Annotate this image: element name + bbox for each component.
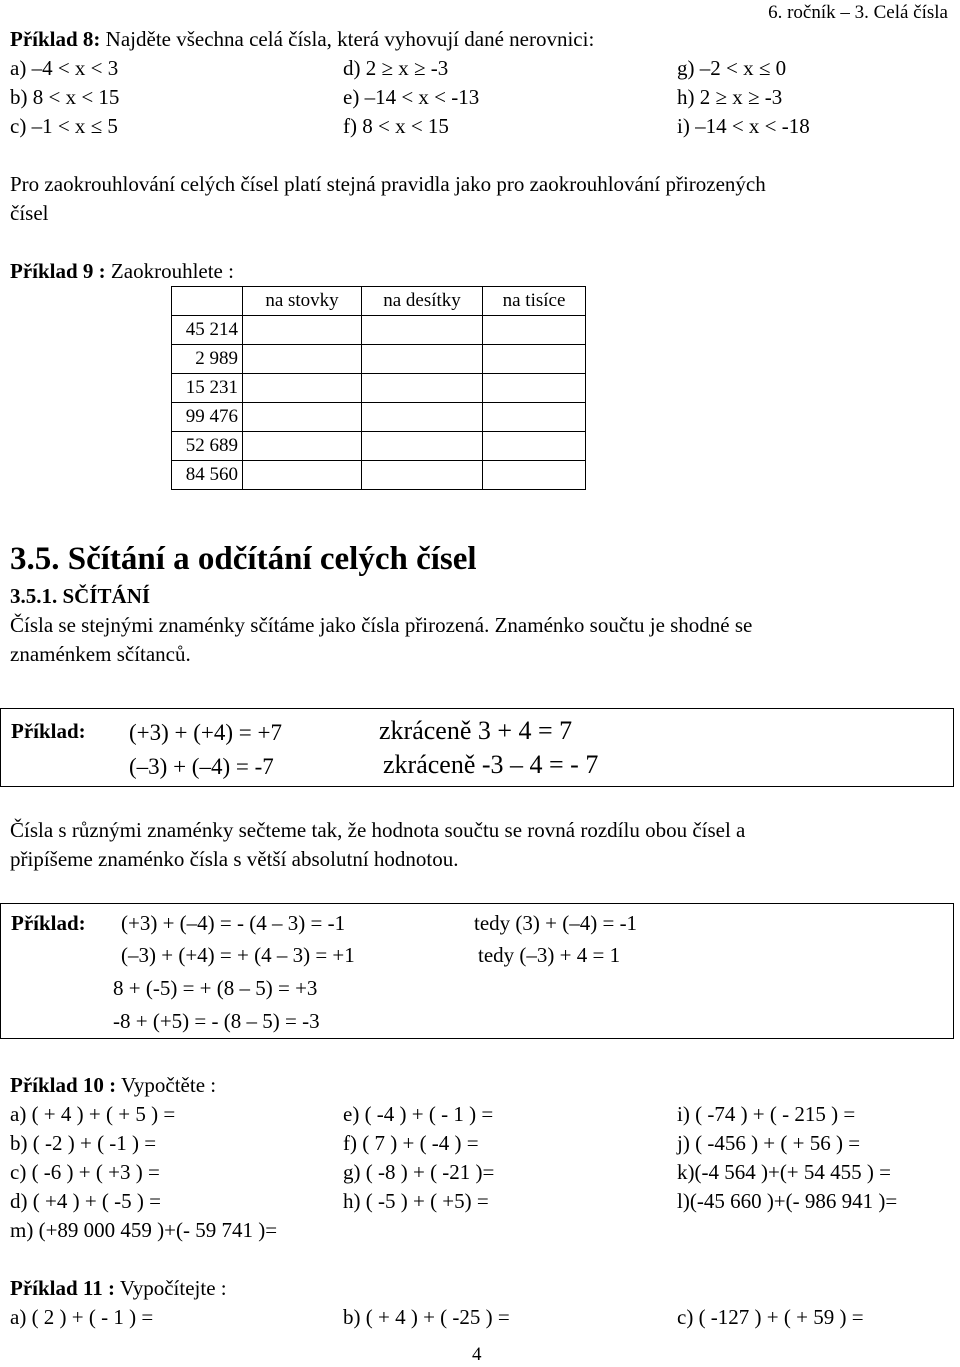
rounding-note-line1: Pro zaokrouhlování celých čísel platí stejná pravidla jako pro zaokrouhlování přirozených bbox=[10, 172, 766, 196]
table-row bbox=[172, 403, 586, 432]
example-tedy: tedy (–3) + 4 = 1 bbox=[478, 943, 621, 967]
ex10-row bbox=[10, 1189, 950, 1218]
ex8-row bbox=[10, 85, 950, 114]
rounding-table-header: na tisíce bbox=[483, 287, 586, 316]
section-title: 3.5. Sčítání a odčítání celých čísel bbox=[10, 541, 477, 577]
ex8-row bbox=[10, 114, 950, 143]
rounding-table bbox=[171, 286, 586, 490]
ex11-title bbox=[10, 1276, 227, 1301]
ex8-item: c) –1 < x ≤ 5 bbox=[10, 114, 118, 138]
ex8-item: a) –4 < x < 3 bbox=[10, 56, 119, 80]
example-expression: 8 + (-5) = + (8 – 5) = +3 bbox=[113, 976, 318, 1000]
ex8-item: g) –2 < x ≤ 0 bbox=[677, 56, 787, 80]
ex10-title bbox=[10, 1073, 216, 1098]
ex11-title-bold: Příklad 11 : bbox=[10, 1276, 116, 1300]
ex10-item: b) ( -2 ) + ( -1 ) = bbox=[10, 1131, 157, 1155]
example-expression: -8 + (+5) = - (8 – 5) = -3 bbox=[113, 1009, 320, 1033]
rounding-note-line2: čísel bbox=[10, 201, 49, 225]
page-number: 4 bbox=[472, 1344, 482, 1365]
example-label: Příklad: bbox=[11, 911, 86, 935]
rounding-value: 52 689 bbox=[172, 432, 243, 461]
answer-cell[interactable] bbox=[362, 403, 483, 432]
answer-cell[interactable] bbox=[483, 432, 586, 461]
ex11-row bbox=[10, 1305, 950, 1334]
ex9-title-bold: Příklad 9 : bbox=[10, 259, 106, 283]
answer-cell[interactable] bbox=[243, 316, 362, 345]
example-expression: (+3) + (–4) = - (4 – 3) = -1 bbox=[121, 911, 346, 935]
table-row bbox=[172, 345, 586, 374]
ex8-item: h) 2 ≥ x ≥ -3 bbox=[677, 85, 783, 109]
rounding-value: 2 989 bbox=[172, 345, 243, 374]
ex11-item: b) ( + 4 ) + ( -25 ) = bbox=[343, 1305, 510, 1329]
rule-paragraph-line2: znaménkem sčítanců. bbox=[10, 642, 191, 666]
ex10-row bbox=[10, 1160, 950, 1189]
ex10-row bbox=[10, 1102, 950, 1131]
answer-cell[interactable] bbox=[483, 403, 586, 432]
ex10-item: d) ( +4 ) + ( -5 ) = bbox=[10, 1189, 161, 1213]
ex10-item: h) ( -5 ) + ( +5) = bbox=[343, 1189, 489, 1213]
ex10-item: g) ( -8 ) + ( -21 )= bbox=[343, 1160, 495, 1184]
ex8-item: f) 8 < x < 15 bbox=[343, 114, 449, 138]
ex11-item: c) ( -127 ) + ( + 59 ) = bbox=[677, 1305, 864, 1329]
page-header: 6. ročník – 3. Celá čísla bbox=[768, 2, 948, 23]
ex8-title-text: Najděte všechna celá čísla, která vyhovují dané nerovnici: bbox=[100, 27, 595, 51]
answer-cell[interactable] bbox=[483, 316, 586, 345]
ex8-item: d) 2 ≥ x ≥ -3 bbox=[343, 56, 449, 80]
ex8-row bbox=[10, 56, 950, 85]
ex8-title bbox=[10, 27, 594, 52]
example-box-same-signs bbox=[0, 708, 954, 787]
table-row bbox=[172, 461, 586, 490]
example-expression: (–3) + (+4) = + (4 – 3) = +1 bbox=[121, 943, 355, 967]
ex10-item: f) ( 7 ) + ( -4 ) = bbox=[343, 1131, 479, 1155]
rounding-value: 84 560 bbox=[172, 461, 243, 490]
answer-cell[interactable] bbox=[362, 432, 483, 461]
rule-paragraph2-line2: připíšeme znaménko čísla s větší absolutní hodnotou. bbox=[10, 847, 459, 871]
rounding-table-header: na stovky bbox=[243, 287, 362, 316]
section-subtitle: 3.5.1. SČÍTÁNÍ bbox=[10, 584, 151, 608]
rule-paragraph-line1: Čísla se stejnými znaménky sčítáme jako čísla přirozená. Znaménko součtu je shodné se bbox=[10, 613, 753, 637]
answer-cell[interactable] bbox=[362, 345, 483, 374]
ex10-title-text: Vypočtěte : bbox=[116, 1073, 217, 1097]
ex10-item: i) ( -74 ) + ( - 215 ) = bbox=[677, 1102, 856, 1126]
rounding-table-header-row bbox=[172, 287, 586, 316]
ex11-title-text: Vypočítejte : bbox=[115, 1276, 227, 1300]
answer-cell[interactable] bbox=[243, 374, 362, 403]
ex8-title-bold: Příklad 8: bbox=[10, 27, 101, 51]
ex10-item: m) (+89 000 459 )+(- 59 741 )= bbox=[10, 1218, 278, 1242]
example-box-different-signs bbox=[0, 903, 954, 1039]
ex10-item: l)(-45 660 )+(- 986 941 )= bbox=[677, 1189, 898, 1213]
rule-paragraph2-line1: Čísla s různými znaménky sečteme tak, že hodnota součtu se rovná rozdílu obou čísel a bbox=[10, 818, 746, 842]
answer-cell[interactable] bbox=[483, 461, 586, 490]
answer-cell[interactable] bbox=[243, 345, 362, 374]
example-expression: (–3) + (–4) = -7 bbox=[129, 754, 274, 779]
ex8-item: b) 8 < x < 15 bbox=[10, 85, 120, 109]
example-short-form: zkráceně 3 + 4 = 7 bbox=[379, 716, 573, 745]
answer-cell[interactable] bbox=[362, 316, 483, 345]
example-expression: (+3) + (+4) = +7 bbox=[129, 720, 282, 745]
answer-cell[interactable] bbox=[362, 374, 483, 403]
ex9-title bbox=[10, 259, 234, 284]
rounding-table-header: na desítky bbox=[362, 287, 483, 316]
table-row bbox=[172, 374, 586, 403]
answer-cell[interactable] bbox=[243, 403, 362, 432]
answer-cell[interactable] bbox=[483, 374, 586, 403]
rounding-value: 45 214 bbox=[172, 316, 243, 345]
answer-cell[interactable] bbox=[243, 432, 362, 461]
answer-cell[interactable] bbox=[243, 461, 362, 490]
ex10-item: j) ( -456 ) + ( + 56 ) = bbox=[677, 1131, 861, 1155]
rounding-value: 15 231 bbox=[172, 374, 243, 403]
table-row bbox=[172, 316, 586, 345]
ex11-item: a) ( 2 ) + ( - 1 ) = bbox=[10, 1305, 154, 1329]
rounding-value: 99 476 bbox=[172, 403, 243, 432]
ex8-item: i) –14 < x < -18 bbox=[677, 114, 810, 138]
rounding-table-corner bbox=[172, 287, 243, 316]
ex9-title-text: Zaokrouhlete : bbox=[105, 259, 234, 283]
ex10-item: c) ( -6 ) + ( +3 ) = bbox=[10, 1160, 160, 1184]
answer-cell[interactable] bbox=[483, 345, 586, 374]
ex10-row bbox=[10, 1131, 950, 1160]
example-short-form: zkráceně -3 – 4 = - 7 bbox=[383, 750, 599, 779]
answer-cell[interactable] bbox=[362, 461, 483, 490]
ex10-item: a) ( + 4 ) + ( + 5 ) = bbox=[10, 1102, 176, 1126]
table-row bbox=[172, 432, 586, 461]
example-tedy: tedy (3) + (–4) = -1 bbox=[474, 911, 638, 935]
ex10-title-bold: Příklad 10 : bbox=[10, 1073, 117, 1097]
example-label: Příklad: bbox=[11, 719, 86, 743]
ex10-item: k)(-4 564 )+(+ 54 455 ) = bbox=[677, 1160, 891, 1184]
ex10-item: e) ( -4 ) + ( - 1 ) = bbox=[343, 1102, 494, 1126]
ex8-item: e) –14 < x < -13 bbox=[343, 85, 480, 109]
